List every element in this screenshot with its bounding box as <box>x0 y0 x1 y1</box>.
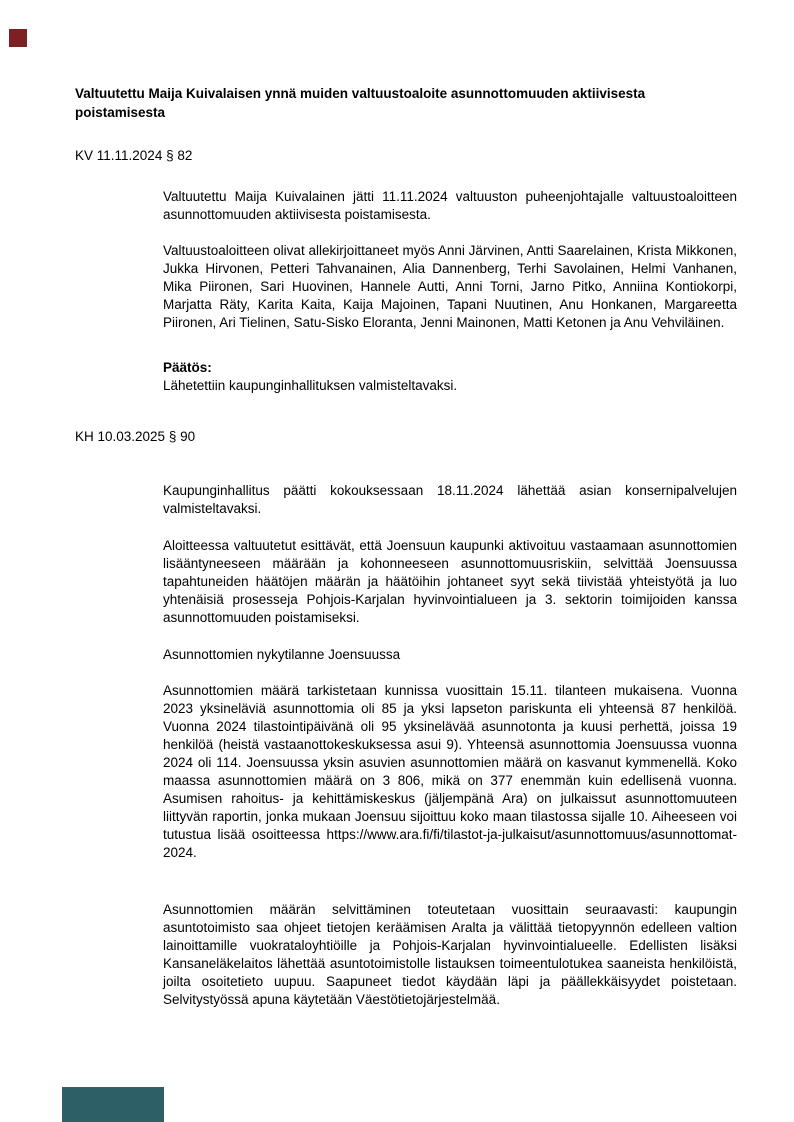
paragraph-kh-decision: Kaupunginhallitus päätti kokouksessaan 18.11.2024 lähettää asian konsernipalvelujen valmisteltavaksi. <box>163 483 737 516</box>
paragraph-kv-signatories: Valtuustoaloitteen olivat allekirjoittaneet myös Anni Järvinen, Antti Saarelainen, Krista Mikkonen, Jukka Hirvonen, Petteri Tahvanainen, Alia Dannenberg, Terhi Savolainen, Helmi Vanhanen, Mika Piironen, Sari Huovinen, Hannele Autti, Anni Torni, Jarno Pitko, Anniina Kontiokorpi, Marjatta Räty, Karita Kaita, Kaija Majoinen, Tapani Nuutinen, Anu Honkanen, Margareetta Piironen, Ari Tielinen, Satu-Sisko Eloranta, Jenni Mainonen, Matti Ketonen ja Anu Vehviläinen. <box>163 243 737 330</box>
bottom-footer-mark <box>62 1087 164 1122</box>
section-heading-kh: KH 10.03.2025 § 90 <box>75 429 196 444</box>
decision-label: Päätös: <box>163 360 212 375</box>
section-heading-kv: KV 11.11.2024 § 82 <box>75 148 193 163</box>
document-title: Valtuutettu Maija Kuivalaisen ynnä muiden valtuustoaloite asunnottomuuden aktiivisesta poistamisesta <box>75 86 646 120</box>
decision-text: Lähetettiin kaupunginhallituksen valmisteltavaksi. <box>163 378 458 393</box>
top-left-corner-mark <box>9 29 27 47</box>
paragraph-homelessness-statistics: Asunnottomien määrä tarkistetaan kunnissa vuosittain 15.11. tilanteen mukaisena. Vuonna 2023 yksineläviä asunnottomia oli 85 ja yksi lapseton pariskunta eli yhteensä 87 henkilöä. Vuonna 2024 tilastointipäivänä oli 95 yksinelävää asunnotonta ja kuusi perhettä, joissa 19 henkilöä (heistä vastaanottokeskuksessa asui 9). Yhteensä asunnottomia Joensuussa vuonna 2024 oli 114. Joensuussa yksin asuvien asunnottomien määrä on kasvanut kymmenellä. Koko maassa asunnottomien määrä on 3 806, mikä on 377 enemmän kuin edellisenä vuonna. Asumisen rahoitus- ja kehittämiskeskus (jäljempänä Ara) on julkaissut asunnottomuuteen liittyvän raportin, jonka mukaan Joensuu sijoittuu koko maan tilastossa sijalle 10. Aiheeseen voi tutustua lisää osoitteessa https://www.ara.fi/fi/tilastot-ja-julkaisut/asunnottomuus/asunnottomat-2024. <box>163 683 737 860</box>
paragraph-kh-initiative-summary: Aloitteessa valtuutetut esittävät, että Joensuun kaupunki aktivoituu vastaamaan asunnottomien lisääntyneeseen määrään ja kohonneeseen asunnottomuusriskiin, selvittää Joensuussa tapahtuneiden häätöjen määrän ja häätöihin johtaneet syyt sekä tiivistää yhteistyötä ja luo yhtenäisiä prosesseja Pohjois-Karjalan hyvinvointialueen ja 3. sektorin toimijoiden kanssa asunnottomuuden poistamiseksi. <box>163 538 737 625</box>
paragraph-survey-process: Asunnottomien määrän selvittäminen toteutetaan vuosittain seuraavasti: kaupungin asuntotoimisto saa ohjeet tietojen keräämisen Aralta ja välittää tietopyynnön edelleen valtion lainoittamille vuokrataloyhtiöille ja Pohjois-Karjalan hyvinvointialueelle. Edellisten lisäksi Kansaneläkelaitos lähettää asuntotoimistolle listauksen toimeentulotukea saaneista henkilöistä, joilta osoitetieto uupuu. Saapuneet tiedot käydään läpi ja päällekkäisyydet poistetaan. Selvitystyössä apuna käytetään Väestötietojärjestelmää. <box>163 902 737 1007</box>
subheading-homelessness-status: Asunnottomien nykytilanne Joensuussa <box>163 647 401 662</box>
decision-block <box>163 359 737 395</box>
paragraph-kv-initiative: Valtuutettu Maija Kuivalainen jätti 11.11.2024 valtuuston puheenjohtajalle valtuustoaloitteen asunnottomuuden aktiivisesta poistamisesta. <box>163 189 737 222</box>
